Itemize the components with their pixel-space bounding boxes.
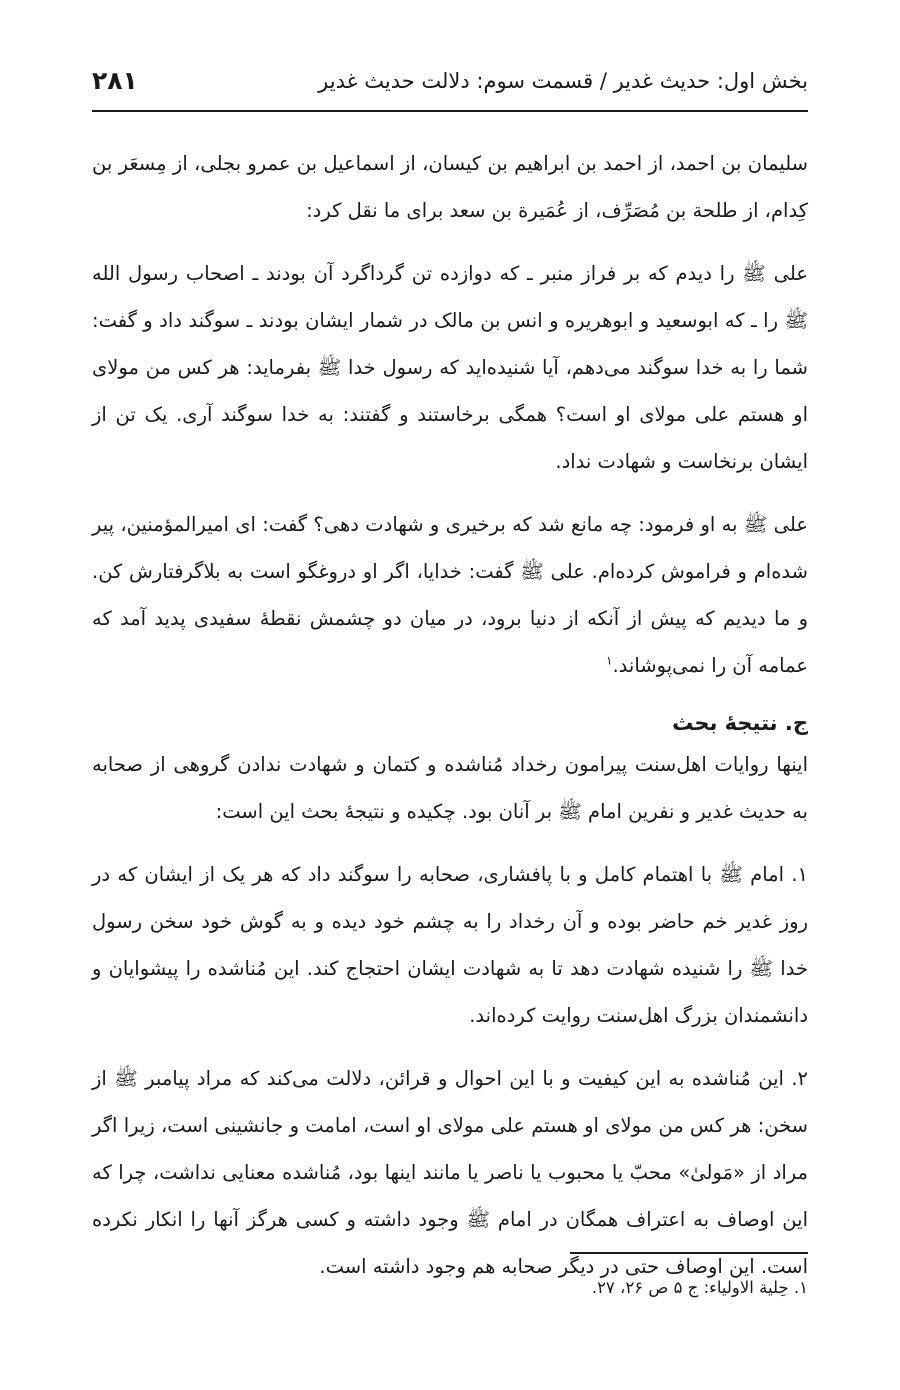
footnote-reference-1[interactable]: ۱: [606, 653, 613, 668]
footnote-separator: [570, 1252, 808, 1254]
running-header: [92, 66, 808, 112]
footnotes: [92, 1252, 808, 1302]
paragraph-narration-curse: [92, 501, 808, 689]
section-intro-paragraph: اینها روایات اهل‌سنت پیرامون رخداد مُناشده و کتمان و شهادت ندادن گروهی از صحابه به حدیث غدیر و نفرین امام ﷺ بر آنان بود. چکیده و نتیجهٔ بحث این است:: [92, 753, 808, 823]
footnote-1: ۱. حِلیة الاولیاء: ج ۵ ص ۲۶، ۲۷.: [591, 1278, 808, 1297]
paragraph-narration-curse-text: علی ﷺ به او فرمود: چه مانع شد که برخیری و شهادت دهی؟ گفت: ای امیرالمؤمنین، پیر شده‌ام و فراموش کرده‌ام. علی ﷺ گفت: خدایا، اگر او دروغگو است به بلاگرفتارش کن. و ما دیدیم که پیش از آنکه از دنیا برود، در میان دو چشمش نقطهٔ سفیدی پدید آمد که عمامه آن را نمی‌پوشاند.: [92, 513, 808, 677]
paragraph-chain-of-narration: سلیمان بن احمد، از احمد بن ابراهیم بن کیسان، از اسماعیل بن عمرو بجلی، از مِسعَر بن کِدام، از طلحة بن مُصَرِّف، از عُمَیرة بن سعد برای ما نقل کرد:: [92, 152, 808, 222]
main-text: [92, 140, 808, 1306]
conclusion-point-2: ۲. این مُناشده به این کیفیت و با این احوال و قرائن، دلالت می‌کند که مراد پیامبر ﷺ از سخن: هر کس من مولای او هستم علی مولای او است، امامت و جانشینی است، زیرا اگر مراد از «مَولیٰ» محبّ یا محبوب یا ناصر یا مانند اینها بود، مُناشده معنایی نداشت، چرا که این اوصاف به اعتراف همگان در امام ﷺ وجود داشته و کسی هرگز آنها را انکار نکرده است. این اوصاف حتی در دیگر صحابه هم وجود داشته است.: [92, 1067, 808, 1278]
paragraph-narration-oath: علی ﷺ را دیدم که بر فراز منبر ـ که دوازده تن گرداگرد آن بودند ـ اصحاب رسول الله ﷺ را ـ که ابوسعید و ابوهریره و انس بن مالک در شمار ایشان بودند ـ سوگند داد و گفت: شما را به خدا سوگند می‌دهم، آیا شنیده‌اید که رسول خدا ﷺ بفرماید: هر کس من مولای او هستم علی مولای او است؟ همگی برخاستند و گفتند: به خدا سوگند آری. یک تن از ایشان برنخاست و شهادت نداد.: [92, 262, 808, 473]
conclusion-point-1: ۱. امام ﷺ با اهتمام کامل و با پافشاری، صحابه را سوگند داد که هر یک از ایشان که در روز غدیر خم حاضر بوده و آن رخداد را به چشم خود دیده و به گوش خود سخن رسول خدا ﷺ را شنیده شهادت دهد تا به شهادت ایشان احتجاج کند. این مُناشده را پیشوایان و دانشمندان بزرگ اهل‌سنت روایت کرده‌اند.: [92, 863, 808, 1027]
page-number: ۲۸۱: [92, 66, 138, 95]
running-title: بخش اول: حدیث غدیر / قسمت سوم: دلالت حدیث غدیر: [318, 69, 808, 93]
book-page: [92, 0, 808, 1390]
section-heading: ج. نتیجهٔ بحث: [672, 711, 808, 735]
